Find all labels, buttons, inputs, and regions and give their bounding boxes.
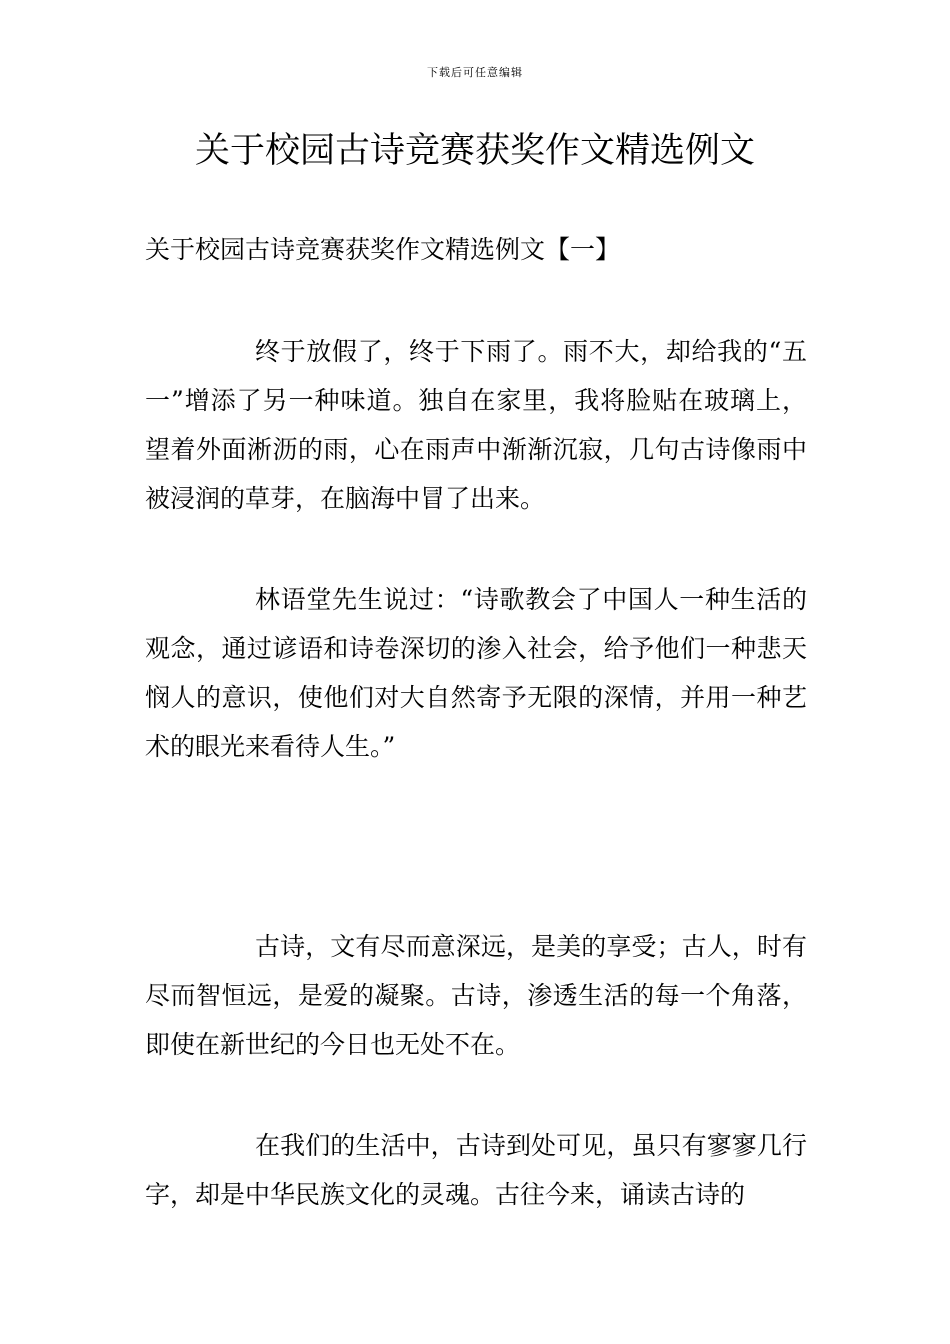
paragraph-3: 古诗，文有尽而意深远，是美的享受；古人，时有尽而智恒远，是爱的凝聚。古诗，渗透生活的每一个角落，即使在新世纪的今日也无处不在。 <box>145 932 807 1059</box>
document-title: 关于校园古诗竞赛获奖作文精选例文 <box>194 131 755 171</box>
header-note: 下载后可任意编辑 <box>427 66 523 79</box>
paragraph-4: 在我们的生活中，古诗到处可见，虽只有寥寥几行字，却是中华民族文化的灵魂。古往今来，诵读古诗的 <box>145 1131 807 1209</box>
paragraph-2: 林语堂先生说过：“诗歌教会了中国人一种生活的观念，通过谚语和诗卷深切的渗入社会，给予他们一种悲天悯人的意识，使他们对大自然寄予无限的深情，并用一种艺术的眼光来看待人生。” <box>145 585 807 761</box>
section-heading: 关于校园古诗竞赛获奖作文精选例文【一】 <box>145 235 621 264</box>
paragraph-1: 终于放假了，终于下雨了。雨不大，却给我的“五一”增添了另一种味道。独自在家里，我将脸贴在玻璃上，望着外面淅沥的雨，心在雨声中渐渐沉寂，几句古诗像雨中被浸润的草芽，在脑海中冒了出来。 <box>145 337 807 513</box>
